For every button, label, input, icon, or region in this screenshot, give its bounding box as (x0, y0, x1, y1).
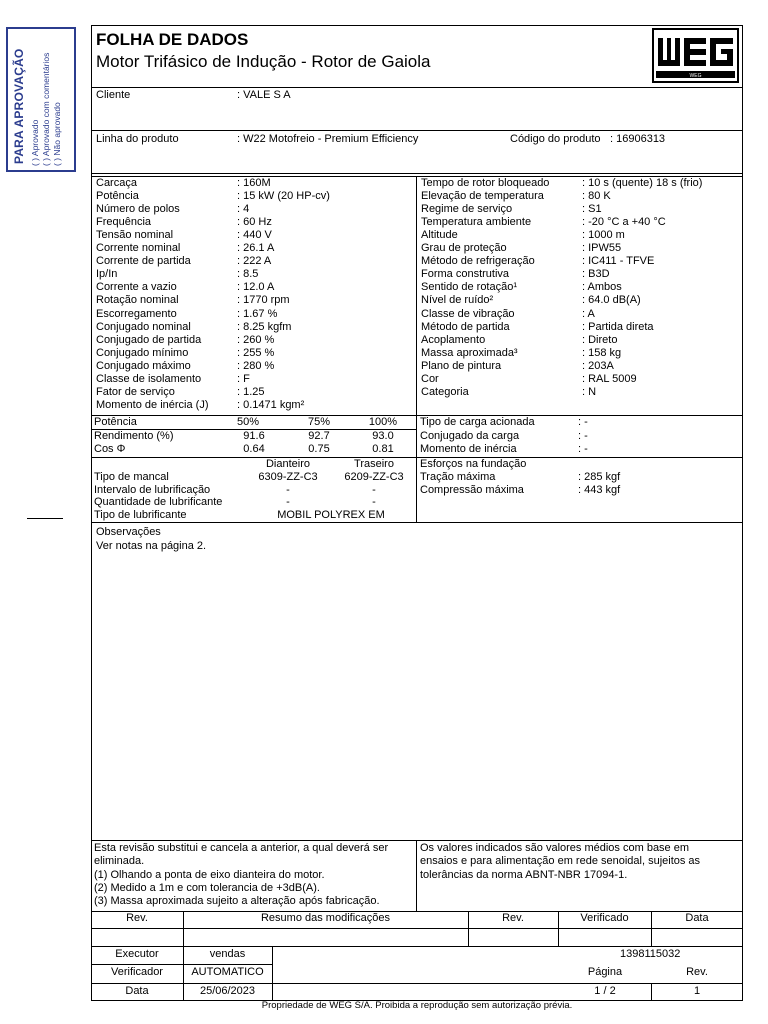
spec-right-label: Tempo de rotor bloqueado (421, 177, 550, 189)
spec-left-label: Fator de serviço (96, 385, 175, 398)
spec-right-label: Grau de proteção (421, 242, 507, 255)
spec-right-label: Elevação de temperatura (421, 190, 544, 203)
spec-left-value: : 280 % (237, 359, 275, 372)
spec-right-value: : 64.0 dB(A) (582, 294, 641, 307)
load-header-50: 50% (236, 416, 260, 428)
spec-right-label: Método de partida (421, 320, 510, 333)
document-title: FOLHA DE DADOS (96, 30, 249, 49)
spec-left-label: Momento de inércia (J) (96, 398, 209, 411)
spec-right-label: Altitude (421, 229, 458, 242)
spec-right-value: : 158 kg (582, 346, 622, 359)
spec-left-value: : 0.1471 kgm² (237, 398, 305, 411)
spec-left-label: Conjugado máximo (96, 359, 191, 372)
spec-left-label: Corrente a vazio (96, 281, 177, 294)
spec-right-value: : 203A (582, 359, 614, 372)
note-line: (1) Olhando a ponta de eixo dianteira do motor. (94, 869, 325, 881)
divider (91, 457, 743, 458)
date-label: Data (125, 985, 149, 997)
cosphi-50: 0.64 (243, 443, 265, 455)
stamp-option-approved[interactable]: ( ) Aprovado (30, 119, 40, 166)
page-value: 1 / 2 (594, 985, 616, 997)
stamp-option-not-approved[interactable]: ( ) Não aprovado (52, 102, 62, 166)
bearing-rear-header: Traseiro (354, 458, 394, 470)
column-divider (272, 946, 273, 1001)
ownership-notice: Propriedade de WEG S/A. Proibida a reprodução sem autorização prévia. (261, 1000, 573, 1011)
spec-right-label: Categoria (421, 385, 469, 398)
spec-left-value: : 26.1 A (237, 242, 275, 255)
spec-right-value: : IPW55 (582, 242, 622, 255)
spec-left-label: Ip/In (96, 268, 118, 281)
spec-right-value: : IC411 - TFVE (582, 255, 655, 268)
spec-left-value: : 8.25 kgfm (237, 320, 292, 333)
rev-header-2: Rev. (502, 912, 524, 924)
spec-left-value: : 160M (237, 177, 271, 189)
load-torque-label: Conjugado da carga (420, 430, 520, 442)
product-code-value: : 16906313 (610, 133, 666, 145)
spec-left-label: Carcaça (96, 177, 137, 189)
max-compression-label: Compressão máxima (420, 484, 524, 496)
divider (91, 964, 273, 965)
spec-left-label: Rotação nominal (96, 294, 179, 307)
divider (91, 522, 743, 523)
approval-stamp (6, 27, 76, 172)
spec-right-label: Plano de pintura (421, 359, 502, 372)
spec-left-value: : 1770 rpm (237, 294, 290, 307)
divider (91, 946, 743, 947)
observations-title: Observações (96, 526, 161, 538)
spec-left-value: : 1.67 % (237, 307, 278, 320)
bearing-type-rear: 6209-ZZ-C3 (344, 471, 404, 483)
date-value: 25/06/2023 (199, 985, 256, 997)
lubrication-interval-front: - (286, 484, 290, 496)
footer-rev-value: 1 (693, 985, 701, 997)
spec-right-value: : Ambos (582, 281, 622, 294)
spec-left-value: : 8.5 (237, 268, 259, 281)
date-header: Data (685, 912, 709, 924)
spec-left-label: Número de polos (96, 203, 180, 216)
spec-left-value: : F (237, 372, 250, 385)
margin-mark (27, 518, 63, 519)
spec-right-value: : Direto (582, 333, 618, 346)
cosphi-75: 0.75 (308, 443, 330, 455)
lubricant-type-label: Tipo de lubrificante (94, 509, 187, 521)
load-header-100: 100% (368, 416, 398, 428)
divider (91, 173, 743, 174)
spec-right-value: : B3D (582, 268, 610, 281)
spec-left-value: : 15 kW (20 HP-cv) (237, 190, 330, 203)
stamp-option-approved-comments[interactable]: ( ) Aprovado com comentários (41, 52, 51, 166)
efficiency-label: Rendimento (%) (94, 430, 174, 442)
svg-text:WEG: WEG (689, 73, 702, 79)
cosphi-100: 0.81 (372, 443, 394, 455)
tolerance-note-line: tolerâncias da norma ABNT-NBR 17094-1. (420, 869, 628, 881)
bearing-front-header: Dianteiro (265, 458, 311, 470)
spec-left-label: Conjugado nominal (96, 320, 191, 333)
weg-logo (652, 28, 739, 83)
efficiency-75: 92.7 (308, 430, 330, 442)
divider (91, 130, 743, 131)
column-divider (558, 911, 559, 947)
load-inertia-value: : - (578, 443, 588, 455)
lubricant-quantity-rear: - (372, 496, 376, 508)
column-divider (416, 176, 417, 522)
spec-left-label: Corrente de partida (96, 255, 191, 268)
spec-right-label: Regime de serviço (421, 203, 513, 216)
spec-left-value: : 60 Hz (237, 216, 272, 229)
product-code-label: Código do produto (510, 133, 601, 145)
spec-right-label: Forma construtiva (421, 268, 510, 281)
observations-text: Ver notas na página 2. (96, 540, 207, 552)
spec-right-label: Classe de vibração (421, 307, 515, 320)
bearing-type-front: 6309-ZZ-C3 (258, 471, 318, 483)
verified-header: Verificado (580, 912, 629, 924)
spec-left-value: : 1.25 (237, 385, 265, 398)
note-line: (2) Medido a 1m e com tolerancia de +3dB(A). (94, 882, 320, 894)
spec-right-value: : 10 s (quente) 18 s (frio) (582, 177, 703, 189)
divider (91, 983, 743, 984)
rev-header: Rev. (126, 912, 148, 924)
spec-right-value: : A (582, 307, 595, 320)
spec-left-label: Corrente nominal (96, 242, 181, 255)
lubricant-quantity-front: - (286, 496, 290, 508)
lubricant-quantity-label: Quantidade de lubrificante (94, 496, 223, 508)
spec-right-value: : RAL 5009 (582, 372, 637, 385)
tolerance-note-line: ensaios e para alimentação em rede senoidal, sujeitos as (420, 855, 701, 867)
tolerance-note-line: Os valores indicados são valores médios com base em (420, 842, 690, 854)
lubricant-type-value: MOBIL POLYREX EM (277, 509, 385, 521)
verifier-value: AUTOMATICO (191, 966, 264, 978)
load-inertia-label: Momento de inércia (420, 443, 517, 455)
foundation-title: Esforços na fundação (420, 458, 527, 470)
verifier-label: Verificador (111, 966, 163, 978)
document-number: 1398115032 (620, 948, 681, 960)
column-divider (651, 911, 652, 947)
spec-left-value: : 222 A (237, 255, 272, 268)
spec-left-label: Conjugado mínimo (96, 346, 189, 359)
product-line-value: : W22 Motofreio - Premium Efficiency (237, 133, 419, 145)
spec-left-label: Conjugado de partida (96, 333, 202, 346)
cosphi-label: Cos Φ (94, 443, 126, 455)
client-label: Cliente (96, 89, 131, 101)
spec-right-value: : S1 (582, 203, 602, 216)
note-line: Esta revisão substitui e cancela a anterior, a qual deverá ser (94, 842, 389, 854)
spec-right-label: Massa aproximada³ (421, 346, 518, 359)
note-line: eliminada. (94, 855, 145, 867)
spec-left-value: : 440 V (237, 229, 272, 242)
divider (91, 840, 743, 841)
efficiency-50: 91.6 (243, 430, 265, 442)
load-header-label: Potência (94, 416, 137, 428)
max-compression-value: : 443 kgf (578, 484, 621, 496)
note-line: (3) Massa aproximada sujeito a alteração após fabricação. (94, 895, 380, 907)
spec-left-label: Tensão nominal (96, 229, 174, 242)
load-type-value: : - (578, 416, 588, 428)
summary-header: Resumo das modificações (260, 912, 390, 924)
spec-left-value: : 255 % (237, 346, 275, 359)
page-label: Página (587, 966, 623, 978)
spec-right-value: : 80 K (582, 190, 611, 203)
client-value: : VALE S A (237, 89, 291, 101)
spec-left-label: Classe de isolamento (96, 372, 202, 385)
spec-left-value: : 4 (237, 203, 250, 216)
lubrication-interval-label: Intervalo de lubrificação (94, 484, 211, 496)
efficiency-100: 93.0 (372, 430, 394, 442)
spec-left-value: : 260 % (237, 333, 275, 346)
document-subtitle: Motor Trifásico de Indução - Rotor de Gaiola (96, 52, 431, 71)
spec-right-value: : N (582, 385, 597, 398)
spec-left-label: Frequência (96, 216, 152, 229)
max-traction-value: : 285 kgf (578, 471, 621, 483)
spec-right-label: Nível de ruído² (421, 294, 494, 307)
spec-right-value: : 1000 m (582, 229, 625, 242)
footer-rev-label: Rev. (686, 966, 708, 978)
executor-value: vendas (209, 948, 246, 960)
product-line-label: Linha do produto (96, 133, 179, 145)
spec-left-label: Escorregamento (96, 307, 177, 320)
divider (91, 928, 743, 929)
bearing-type-label: Tipo de mancal (94, 471, 169, 483)
spec-right-label: Acoplamento (421, 333, 486, 346)
divider (91, 87, 743, 88)
executor-label: Executor (115, 948, 159, 960)
column-divider (416, 840, 417, 912)
lubrication-interval-rear: - (372, 484, 376, 496)
max-traction-label: Tração máxima (420, 471, 496, 483)
spec-left-value: : 12.0 A (237, 281, 275, 294)
load-type-label: Tipo de carga acionada (420, 416, 535, 428)
stamp-title: PARA APROVAÇÃO (12, 48, 26, 164)
spec-right-label: Temperatura ambiente (421, 216, 532, 229)
load-header-75: 75% (307, 416, 331, 428)
spec-right-value: : Partida direta (582, 320, 654, 333)
spec-left-label: Potência (96, 190, 139, 203)
column-divider (468, 911, 469, 947)
spec-right-value: : -20 °C a +40 °C (582, 216, 666, 229)
column-divider (183, 911, 184, 947)
spec-right-label: Cor (421, 372, 439, 385)
spec-right-label: Método de refrigeração (421, 255, 535, 268)
divider (91, 415, 743, 416)
spec-right-label: Sentido de rotação¹ (421, 281, 518, 294)
load-torque-value: : - (578, 430, 588, 442)
